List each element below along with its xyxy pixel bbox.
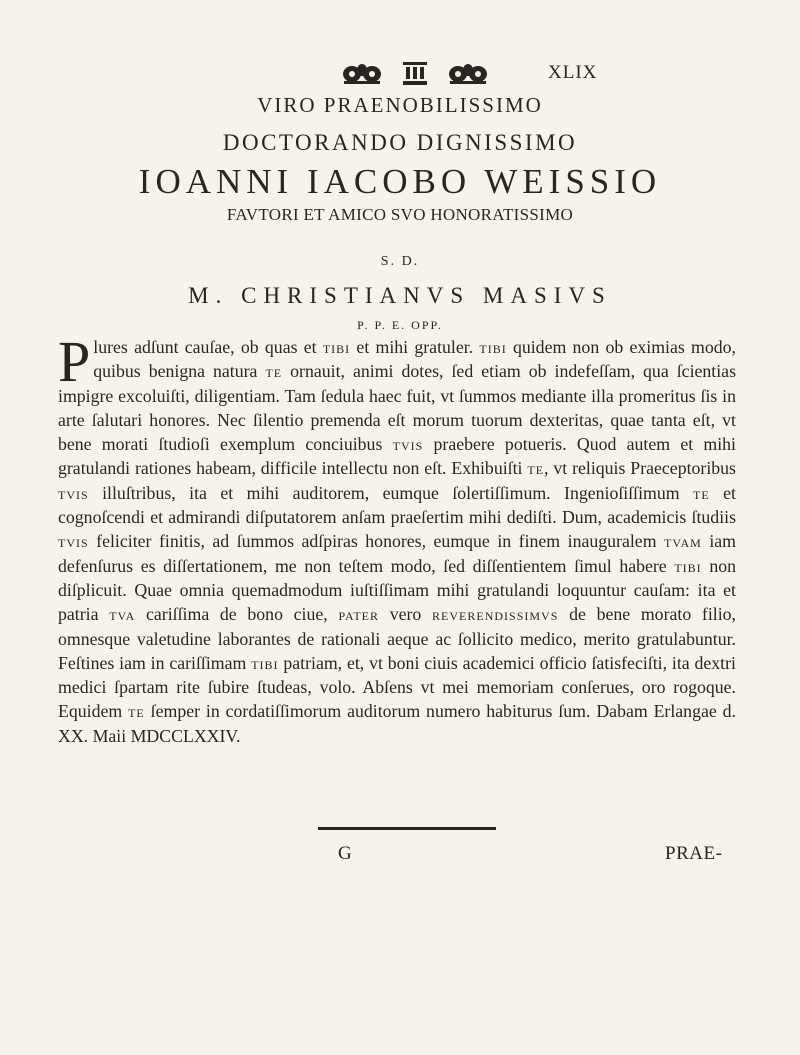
header-ornament: [340, 58, 490, 90]
letter-text: ſemper in cordatiſſimorum auditorum numero habiturus ſum. Dabam Erlangae d. XX. Maii MDCCLXXIV.: [58, 701, 736, 746]
letter-smallcaps: tva: [109, 604, 136, 625]
letter-text: feliciter finitis, ad ſummos adſpiras honores, eumque in finem inauguralem: [88, 531, 665, 552]
letter-text: quidem non ob eximias modo, quibus benigna natura: [93, 337, 737, 382]
letter-text: et cognoſcendi et admirandi diſputatorem anſam praeſertim mihi dediſti. Dum, academicis ſtudiis: [58, 482, 736, 528]
letter-smallcaps: tvis: [392, 434, 424, 455]
letter-smallcaps: te: [265, 361, 283, 382]
letter-smallcaps: pater: [338, 604, 380, 625]
letter-text: patriam, et, vt boni ciuis academici officio ſatisfeciſti, ita dextri medici ſpartam rite ſubire ſtudeas, volo. Abſens vt mei memoriam conſerues, oro rogoque. Equidem: [58, 652, 736, 722]
letter-text: , vt reliquis Praeceptoribus: [544, 458, 736, 479]
letter-smallcaps: te: [527, 458, 545, 479]
letter-text: et mihi gratuler.: [350, 337, 480, 357]
letter-smallcaps: tvis: [58, 482, 89, 503]
author-title: P. P. E. OPP.: [357, 318, 443, 332]
dedication-line-4: FAVTORI ET AMICO SVO HONORATISSIMO: [226, 205, 574, 224]
letter-text: illuſtribus, ita et mihi auditorem, eumque ſolertiſſimum. Ingenioſiſſimum: [88, 482, 694, 503]
catchword: PRAE-: [665, 843, 723, 864]
closing-rule: [318, 827, 496, 830]
letter-text: ornauit, animi dotes, ſed etiam ob indefeſſam, qua ſcientias impigre excoluiſti, diligentiam. Tam ſedula haec fuit, vt ſummos mediante illa promeritus ſis in arte ſalutari honores. Nec ſilentio premenda eſt morum tuorum dexteritas, quae tanta eſt, vt bene morati ſtudioſi exemplum conciuibus: [58, 361, 736, 455]
letter-smallcaps: reverendissimvs: [432, 604, 559, 625]
letter-body: [58, 329, 737, 748]
dedication-line-2: DOCTORANDO DIGNISSIMO: [222, 130, 578, 155]
author-name: M. CHRISTIANVS MASIVS: [188, 283, 612, 308]
page-number: XLIX: [548, 62, 598, 83]
floral-ornament-icon: [340, 61, 384, 87]
letter-smallcaps: te: [693, 482, 710, 503]
letter-smallcaps: tvam: [664, 531, 702, 552]
letter-text: vero: [379, 604, 433, 625]
letter-smallcaps: tvis: [58, 531, 89, 552]
letter-smallcaps: tibi: [479, 337, 507, 357]
letter-smallcaps: te: [128, 701, 145, 722]
dedicatee-name: IOANNI IACOBO WEISSIO: [138, 162, 662, 201]
letter-text: lures adſunt cauſae, ob quas et: [93, 337, 323, 357]
floral-ornament-icon: [446, 61, 490, 87]
letter-text: de bene morato filio, omnesque valetudine laborantes de rationali aeque ac ſollicito medico, merito gratulabuntur. Feſtines iam in cariſſimam: [58, 604, 736, 673]
drop-capital: P: [58, 329, 91, 394]
signature-mark: G: [338, 843, 352, 864]
letter-text: iam defenſurus es diſſertationem, me non teſtem modo, ſed diſſentientem ſimul habere: [58, 531, 736, 576]
letter-smallcaps: tibi: [322, 337, 351, 357]
letter-smallcaps: tibi: [674, 555, 702, 576]
letter-text: non diſplicuit. Quae omnia quemadmodum iuſtiſſimam mihi gratulandi loquuntur cauſam: ita et patria: [58, 555, 736, 625]
crest-ornament-icon: [400, 59, 430, 89]
dedication-line-1: VIRO PRAENOBILISSIMO: [257, 93, 543, 117]
letter-smallcaps: tibi: [251, 652, 279, 673]
letter-text: praebere potueris. Quod autem et mihi gratulandi rationes habeam, difficile intellectu non eſt. Exhibuiſti: [58, 434, 736, 479]
salutation: S. D.: [380, 254, 420, 269]
letter-text: cariſſima de bono ciue,: [135, 604, 339, 625]
